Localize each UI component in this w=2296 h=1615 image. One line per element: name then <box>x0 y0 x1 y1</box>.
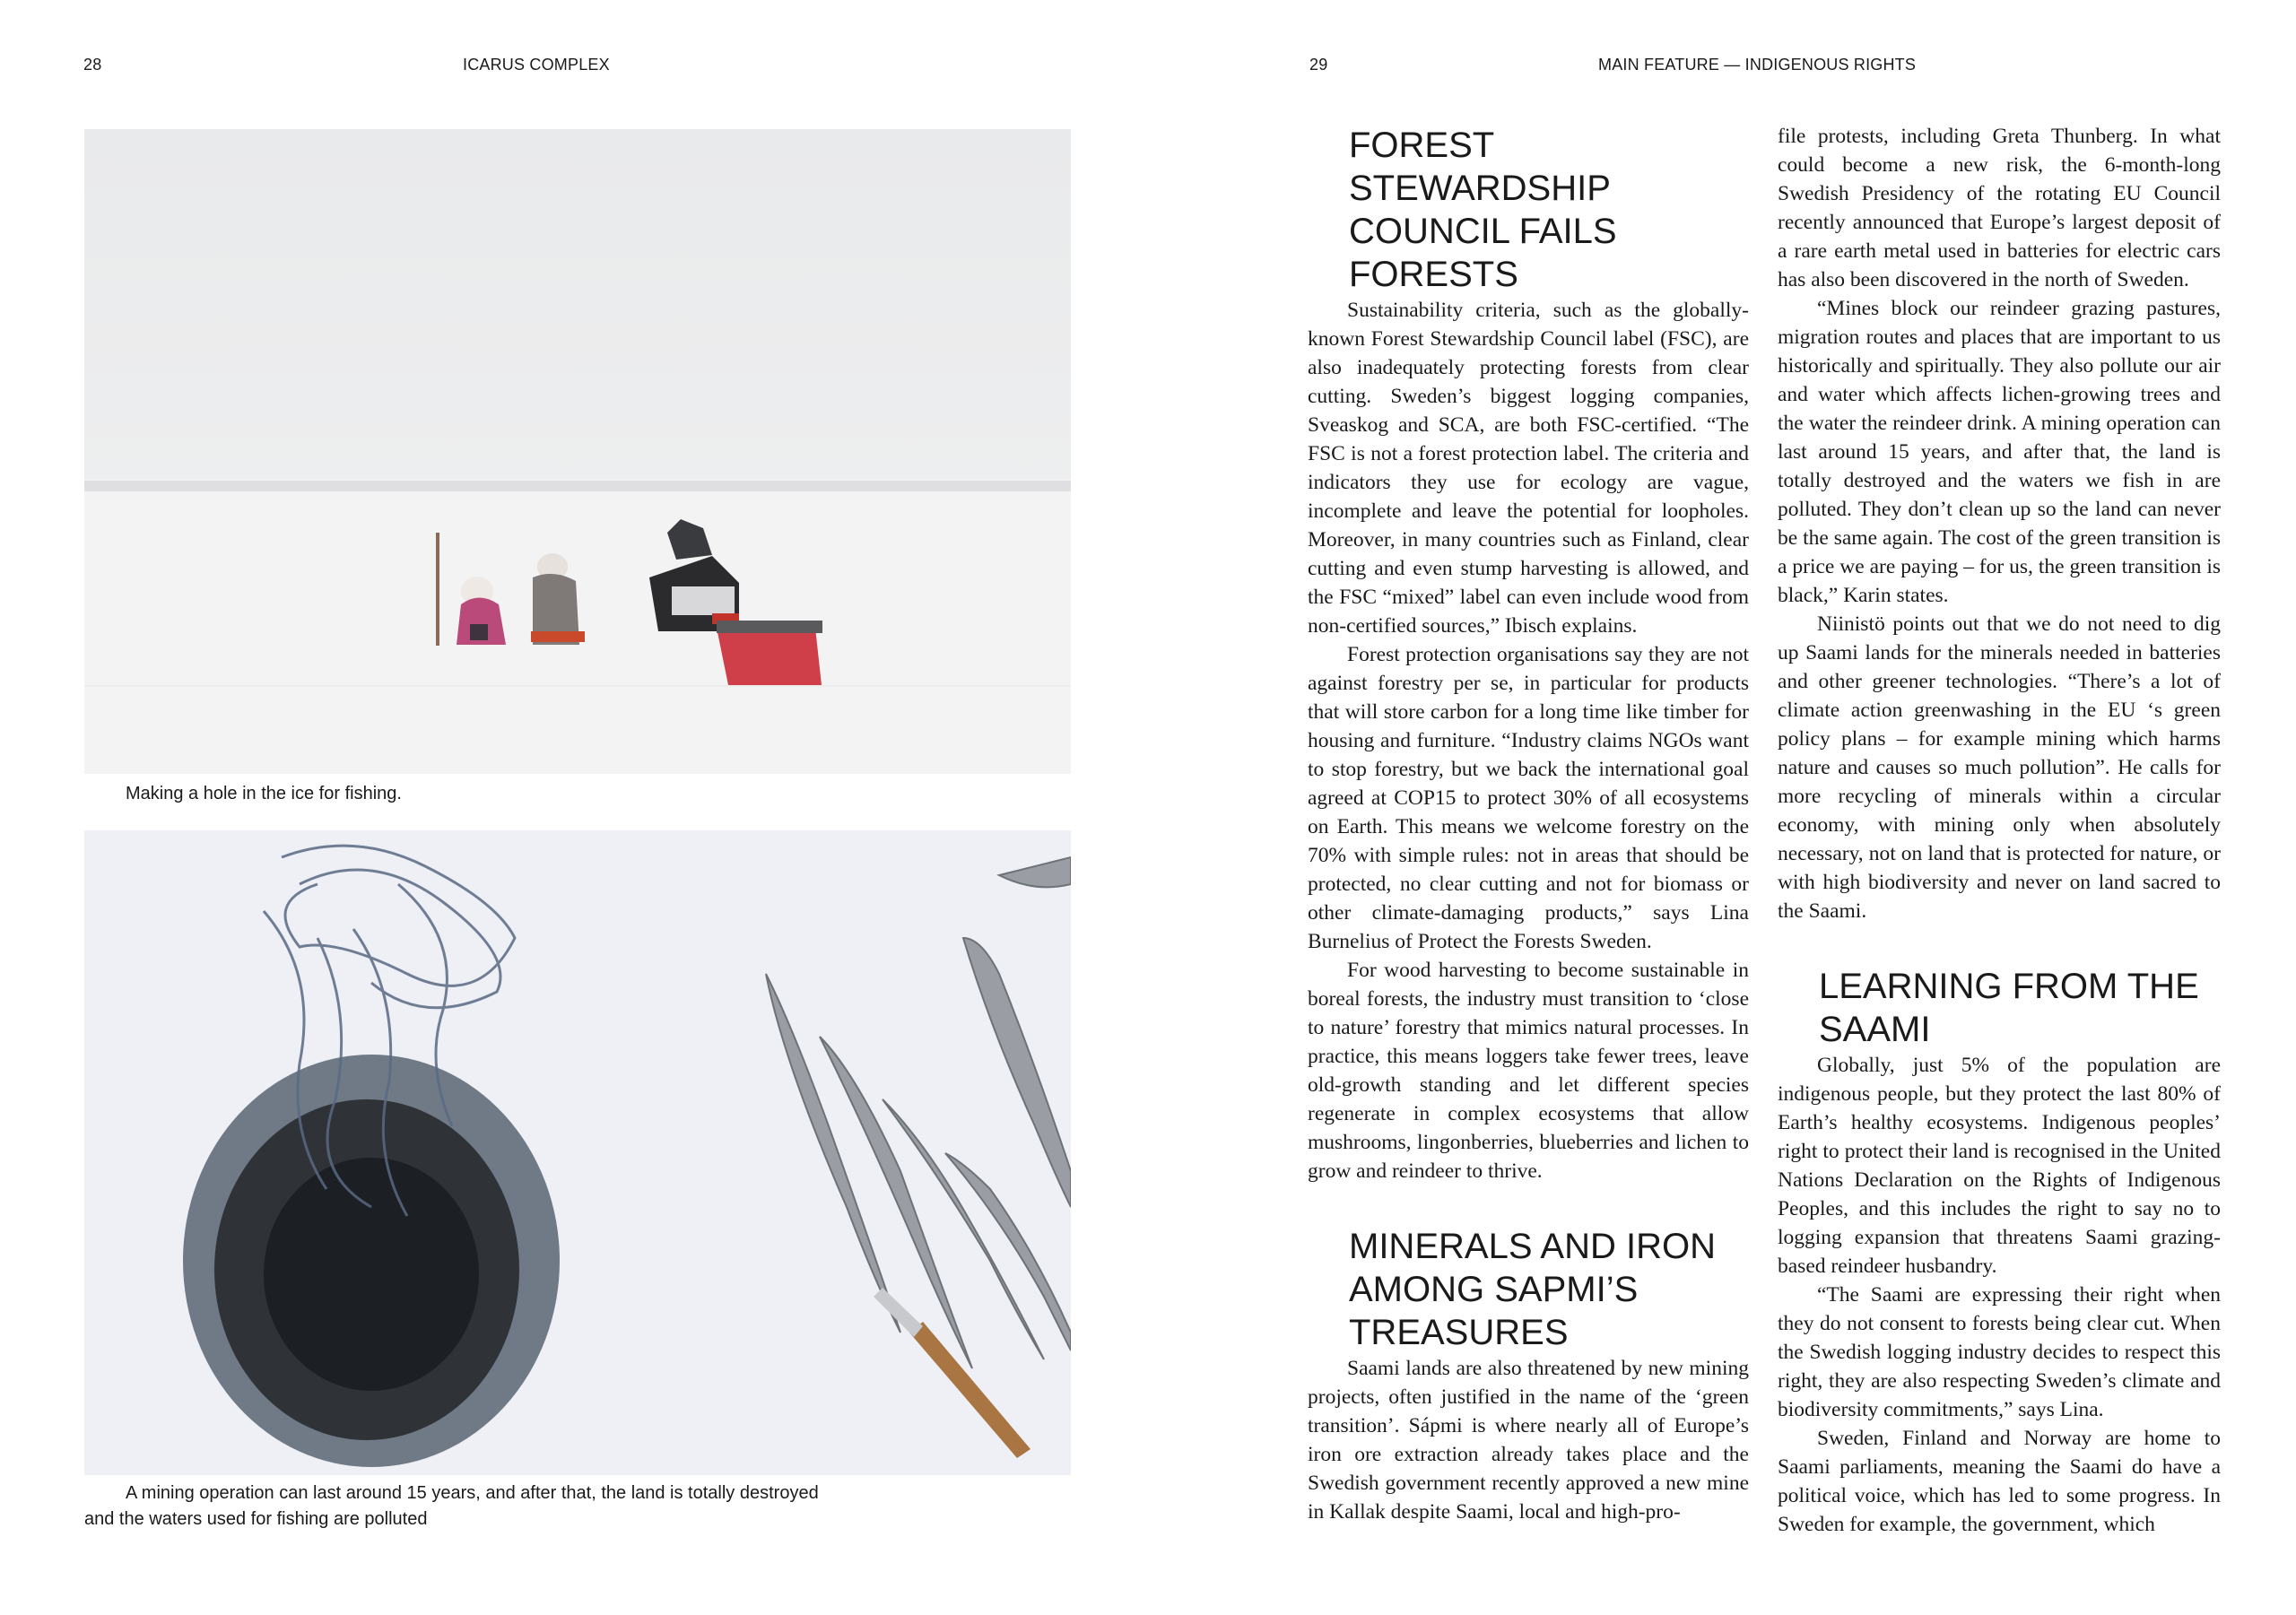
paragraph: file protests, including Greta Thunberg. In what could become a new risk, the 6-month-long Swedish Presidency of the rotating EU Council recently announced that Europe’s largest deposit of a rare earth metal used in batteries for electric cars has also been discovered in the north of Sweden. <box>1778 125 2221 291</box>
article-column-2 <box>1778 122 2221 1539</box>
paragraph: Globally, just 5% of the population are indigenous people, but they protect the last 80% of Earth’s healthy ecosystems. Indigenous peoples’ right to protect their land is recognised in the United Nations Declaration on the Rights of Indigenous Peoples, and this includes the right to say no to logging expansion that threatens Saami grazing-based reindeer husbandry. <box>1778 1054 2221 1278</box>
paragraph: Saami lands are also threatened by new mining projects, often justified in the name of the ‘green transition’. Sápmi is where nearly all of Europe’s iron ore extraction already takes place and the Swedish government recently approved a new mine in Kallak despite Saami, local and high-pro- <box>1308 1357 1749 1524</box>
caption-ice-fishing: Making a hole in the ice for fishing. <box>126 784 402 803</box>
paragraph: Forest protection organisations say they are not against forestry per se, in particular for products that will store carbon for a long time like timber for housing and furniture. “Industry claims NGOs want to stop forestry, but we back the international goal agreed at COP15 to protect 30% of all ecosystems on Earth. This means we welcome forestry on the 70% with simple rules: not in areas that should be protected, no clear cutting and not for biomass or other climate-damaging products,” says Lina Burnelius of Protect the Forests Sweden. <box>1308 643 1749 953</box>
paragraph: Sustainability criteria, such as the globally-known Forest Stewardship Council label (FSC), are also inadequately protecting forests from clear cutting. Sweden’s biggest logging companies, Sveaskog and SCA, are both FSC-certified. “The FSC is not a forest protection label. The criteria and indicators they use for ecology are vague, incomplete and leave the potential for loopholes. Moreover, in many countries such as Finland, clear cutting and even stump harvesting is allowed, and the FSC “mixed” label can even include wood from non-certified sources,” Ibisch explains. <box>1308 299 1749 638</box>
paragraph: Sweden, Finland and Norway are home to Saami parliaments, meaning the Saami do have a political voice, which has led to some progress. In Sweden for example, the government, which <box>1778 1427 2221 1536</box>
caption-fish-line1: A mining operation can last around 15 years, and after that, the land is totally destroyed <box>126 1483 819 1503</box>
heading-minerals-iron: MINERALS AND IRON AMONG SAPMI’S TREASURES <box>1349 1227 1716 1352</box>
page-number-right: 29 <box>1309 56 1328 74</box>
photo-fish-hole <box>84 830 1071 1475</box>
article-column-1 <box>1308 124 1749 1526</box>
photo-ice-fishing <box>84 129 1071 774</box>
page-number-left: 28 <box>83 56 102 74</box>
heading-learning-saami: LEARNING FROM THE SAAMI <box>1819 967 2199 1049</box>
caption-fish-line2: and the waters used for fishing are polluted <box>84 1509 428 1529</box>
heading-forest-stewardship: FOREST STEWARDSHIP COUNCIL FAILS FORESTS <box>1349 126 1617 294</box>
paragraph: “The Saami are expressing their right when they do not consent to forests being clear cut. When the Swedish logging industry decides to respect this right, they are also respecting Sweden’s climate and biodiversity commitments,” says Lina. <box>1778 1283 2221 1421</box>
paragraph: Niinistö points out that we do not need to dig up Saami lands for the minerals needed in batteries and other greener technologies. “There’s a lot of climate action greenwashing in the EU ‘s green policy plans – for example mining which harms nature and causes so much pollution”. He calls for more recycling of minerals within a circular economy, with mining only when absolutely necessary, not on land that is protected for nature, or with high biodiversity and never on land sacred to the Saami. <box>1778 612 2221 923</box>
running-title-left: ICARUS COMPLEX <box>463 56 610 74</box>
paragraph: For wood harvesting to become sustainable in boreal forests, the industry must transition to ‘close to nature’ forestry that mimics natural processes. In practice, this means loggers take fewer trees, leave old-growth standing and let different species regenerate in complex ecosystems that allow mushrooms, lingonberries, blueberries and lichen to grow and reindeer to thrive. <box>1308 959 1749 1183</box>
running-title-right: MAIN FEATURE — INDIGENOUS RIGHTS <box>1598 56 1917 74</box>
paragraph: “Mines block our reindeer grazing pastures, migration routes and places that are important to us historically and spiritually. They also pollute our air and water which affects lichen-growing trees and the water the reindeer drink. A mining operation can last around 15 years, and after that, the land is totally destroyed and the waters we fish in are polluted. They don’t clean up so the land can never be the same again. The cost of the green transition is a price we are paying – for us, the green transition is black,” Karin states. <box>1778 297 2221 607</box>
